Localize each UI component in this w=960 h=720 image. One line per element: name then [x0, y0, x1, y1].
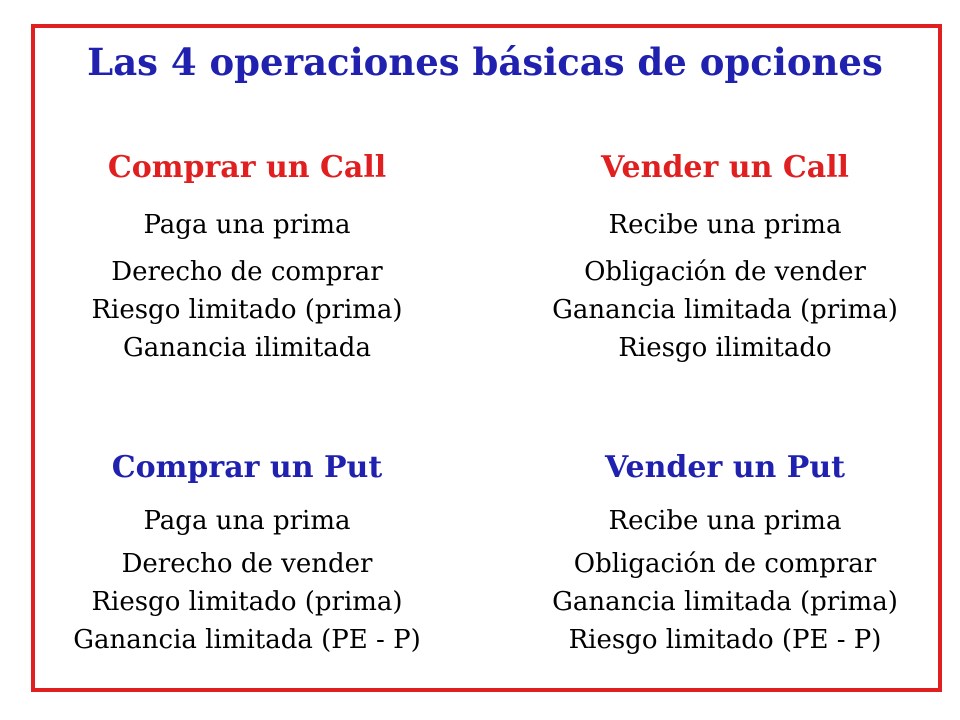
buy-put-line-3: Riesgo limitado (prima)	[91, 587, 403, 617]
sell-put-heading: Vender un Put	[604, 450, 846, 485]
buy-call-line-2: Derecho de comprar	[111, 257, 383, 287]
sell-call-line-2: Obligación de vender	[584, 257, 866, 287]
sell-put-line-1: Recibe una prima	[608, 506, 842, 536]
sell-call-line-1: Recibe una prima	[608, 210, 842, 240]
slide-title: Las 4 operaciones básicas de opciones	[87, 40, 883, 84]
sell-call-line-4: Riesgo ilimitado	[618, 333, 832, 363]
quadrant-buy-put	[64, 450, 430, 670]
quadrant-buy-call	[64, 150, 430, 370]
quadrant-sell-call	[527, 150, 923, 370]
sell-put-line-4: Riesgo limitado (PE - P)	[568, 625, 882, 655]
buy-call-line-1: Paga una prima	[143, 210, 351, 240]
buy-call-line-3: Riesgo limitado (prima)	[91, 295, 403, 325]
buy-call-heading: Comprar un Call	[107, 150, 387, 185]
buy-put-heading: Comprar un Put	[111, 450, 383, 485]
buy-put-line-2: Derecho de vender	[121, 549, 373, 579]
buy-call-line-4: Ganancia ilimitada	[123, 333, 371, 363]
quadrant-sell-put	[527, 450, 923, 670]
sell-call-heading: Vender un Call	[601, 150, 849, 185]
sell-call-line-3: Ganancia limitada (prima)	[552, 295, 898, 325]
buy-put-line-4: Ganancia limitada (PE - P)	[73, 625, 421, 655]
sell-put-line-3: Ganancia limitada (prima)	[552, 587, 898, 617]
sell-put-line-2: Obligación de comprar	[573, 549, 877, 579]
buy-put-line-1: Paga una prima	[143, 506, 351, 536]
